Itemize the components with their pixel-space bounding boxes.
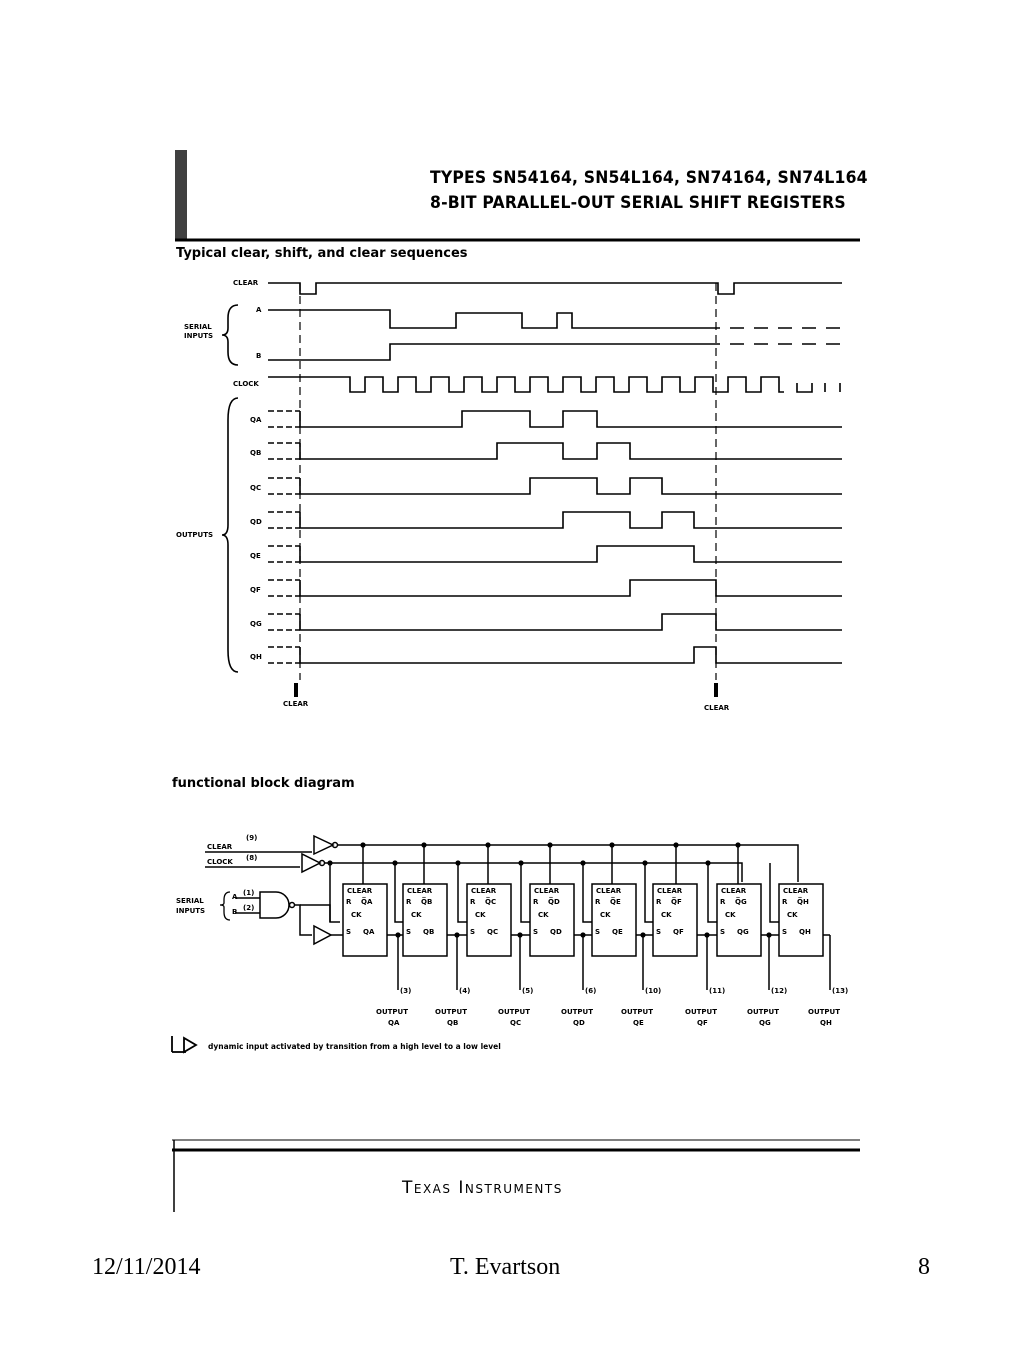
waveform-qg: [268, 614, 842, 630]
flipflop-clear-label: CLEAR: [783, 887, 809, 895]
flipflop-q-label: QF: [673, 928, 684, 936]
output-word-label: OUTPUT: [435, 1008, 467, 1016]
flipflop-r-label: R: [346, 898, 352, 906]
waveform-qe: [268, 546, 842, 562]
output-name-label: QB: [447, 1019, 459, 1027]
brand-texas-instruments: Texas Instruments: [402, 1178, 563, 1198]
clear-marker-bar-1: [294, 683, 298, 697]
group-serial-inputs: SERIAL INPUTS: [184, 323, 214, 340]
output-name-label: QF: [697, 1019, 708, 1027]
flipflop-q-label: QA: [363, 928, 375, 936]
block-a-label: A: [232, 893, 238, 901]
flipflop-q-label: QH: [799, 928, 811, 936]
flipflop-s-label: S: [346, 928, 352, 936]
flipflop-q-label: QC: [487, 928, 499, 936]
output-word-label: OUTPUT: [747, 1008, 779, 1016]
waveform-qh: [268, 647, 842, 663]
output-pin-label: (5): [522, 987, 534, 995]
output-pin-label: (12): [771, 987, 788, 995]
flipflop-q-label: QD: [550, 928, 562, 936]
output-word-label: OUTPUT: [376, 1008, 408, 1016]
output-pin-label: (11): [709, 987, 726, 995]
block-a-pin: (1): [243, 889, 255, 897]
flipflop-qbar-label: Q̅F: [671, 898, 682, 906]
output-word-label: OUTPUT: [498, 1008, 530, 1016]
footer-author: T. Evartson: [450, 1254, 561, 1280]
output-word-label: OUTPUT: [561, 1008, 593, 1016]
output-name-label: QA: [388, 1019, 400, 1027]
block-clock-pin: (8): [246, 854, 258, 862]
and-gate: [260, 892, 289, 918]
waveform-clock: [268, 377, 840, 392]
flipflop-r-label: R: [720, 898, 726, 906]
legend-text: dynamic input activated by transition from a high level to a low level: [208, 1042, 501, 1051]
flipflop-clear-label: CLEAR: [657, 887, 683, 895]
flipflop-clear-label: CLEAR: [534, 887, 560, 895]
flipflop-s-label: S: [595, 928, 601, 936]
output-pin-label: (10): [645, 987, 662, 995]
flipflop-clear-label: CLEAR: [407, 887, 433, 895]
datasheet-title-line1: TYPES SN54164, SN54L164, SN74164, SN74L164: [430, 168, 868, 188]
flipflop-clear-label: CLEAR: [471, 887, 497, 895]
waveform-qc: [268, 478, 842, 494]
flipflop-ck-label: CK: [538, 911, 549, 919]
waveform-a: [268, 310, 720, 328]
serial-inputs-brace: [222, 305, 238, 365]
output-word-label: OUTPUT: [685, 1008, 717, 1016]
label-qg: QG: [250, 620, 262, 628]
output-name-label: QH: [820, 1019, 832, 1027]
flipflop-s-label: S: [470, 928, 476, 936]
flipflop-s-label: S: [720, 928, 726, 936]
flipflop-s-label: S: [782, 928, 788, 936]
flipflop-qbar-label: Q̅H: [797, 898, 809, 906]
flipflop-ck-label: CK: [661, 911, 672, 919]
label-qh: QH: [250, 653, 262, 661]
output-word-label: OUTPUT: [808, 1008, 840, 1016]
output-pin-label: (6): [585, 987, 597, 995]
flipflop-ck-label: CK: [787, 911, 798, 919]
flipflop-ck-label: CK: [351, 911, 362, 919]
flipflop-q-label: QE: [612, 928, 623, 936]
clock-buffer: [302, 854, 320, 872]
group-outputs: OUTPUTS: [176, 531, 214, 539]
flipflop-qbar-label: Q̅G: [735, 898, 747, 906]
footer-page: 8: [918, 1254, 930, 1280]
label-qa: QA: [250, 416, 262, 424]
output-pin-label: (3): [400, 987, 412, 995]
flipflop-s-label: S: [406, 928, 412, 936]
output-pin-label: (13): [832, 987, 849, 995]
flipflop-qbar-label: Q̅B: [421, 898, 433, 906]
flipflop-ck-label: CK: [411, 911, 422, 919]
block-serial-brace: [220, 892, 230, 920]
footer-date: 12/11/2014: [92, 1254, 201, 1280]
datasheet-title-line2: 8-BIT PARALLEL-OUT SERIAL SHIFT REGISTERS: [430, 193, 846, 213]
output-word-label: OUTPUT: [621, 1008, 653, 1016]
waveform-qf: [268, 580, 842, 596]
label-qe: QE: [250, 552, 261, 560]
flipflop-s-label: S: [533, 928, 539, 936]
waveform-qd: [268, 512, 842, 528]
data-chain: [387, 935, 830, 990]
output-name-label: QD: [573, 1019, 585, 1027]
clear-drops: [363, 845, 738, 884]
block-serial-label: SERIAL INPUTS: [176, 897, 206, 915]
clear-marker-label-1: CLEAR: [283, 700, 309, 708]
flipflop-clear-label: CLEAR: [347, 887, 373, 895]
dynamic-input-legend-icon: [172, 1036, 196, 1052]
data-buffer: [314, 926, 331, 944]
block-diagram: [205, 836, 830, 990]
label-b: B: [256, 352, 262, 360]
flipflop-r-label: R: [533, 898, 539, 906]
label-qc: QC: [250, 484, 262, 492]
block-clear-label: CLEAR: [207, 843, 233, 851]
output-name-label: QE: [633, 1019, 644, 1027]
flipflop-qbar-label: Q̅E: [610, 898, 621, 906]
label-clock: CLOCK: [233, 380, 259, 388]
flipflop-r-label: R: [656, 898, 662, 906]
flipflop-ck-label: CK: [475, 911, 486, 919]
outputs-brace: [222, 398, 238, 672]
flipflop-q-label: QG: [737, 928, 749, 936]
block-section-title: functional block diagram: [172, 776, 355, 791]
flipflop-qbar-label: Q̅A: [361, 898, 373, 906]
waveform-b: [268, 344, 720, 360]
flipflop-r-label: R: [470, 898, 476, 906]
flipflop-s-label: S: [656, 928, 662, 936]
label-qd: QD: [250, 518, 262, 526]
output-name-label: QG: [759, 1019, 771, 1027]
flipflop-clear-label: CLEAR: [721, 887, 747, 895]
flipflop-r-label: R: [406, 898, 412, 906]
clear-buffer: [314, 836, 333, 854]
flipflop-ck-label: CK: [725, 911, 736, 919]
block-clock-label: CLOCK: [207, 858, 233, 866]
label-qf: QF: [250, 586, 261, 594]
output-name-label: QC: [510, 1019, 522, 1027]
waveform-qa: [268, 411, 842, 427]
timing-diagram: [222, 283, 842, 680]
block-b-label: B: [232, 908, 238, 916]
flipflop-r-label: R: [782, 898, 788, 906]
label-qb: QB: [250, 449, 262, 457]
flipflop-r-label: R: [595, 898, 601, 906]
block-clear-pin: (9): [246, 834, 258, 842]
flipflop-clear-label: CLEAR: [596, 887, 622, 895]
clear-marker-bar-2: [714, 683, 718, 697]
waveform-qb: [268, 443, 842, 459]
flipflop-qbar-label: Q̅D: [548, 898, 560, 906]
waveform-clear: [268, 283, 842, 294]
flipflop-q-label: QB: [423, 928, 435, 936]
header-edge-mark: [175, 150, 187, 240]
clear-marker-label-2: CLEAR: [704, 704, 730, 712]
label-a: A: [256, 306, 262, 314]
block-b-pin: (2): [243, 904, 255, 912]
flipflop-ck-label: CK: [600, 911, 611, 919]
flipflop-qbar-label: Q̅C: [485, 898, 497, 906]
label-clear: CLEAR: [233, 279, 259, 287]
timing-section-title: Typical clear, shift, and clear sequences: [176, 246, 468, 261]
output-pin-label: (4): [459, 987, 471, 995]
